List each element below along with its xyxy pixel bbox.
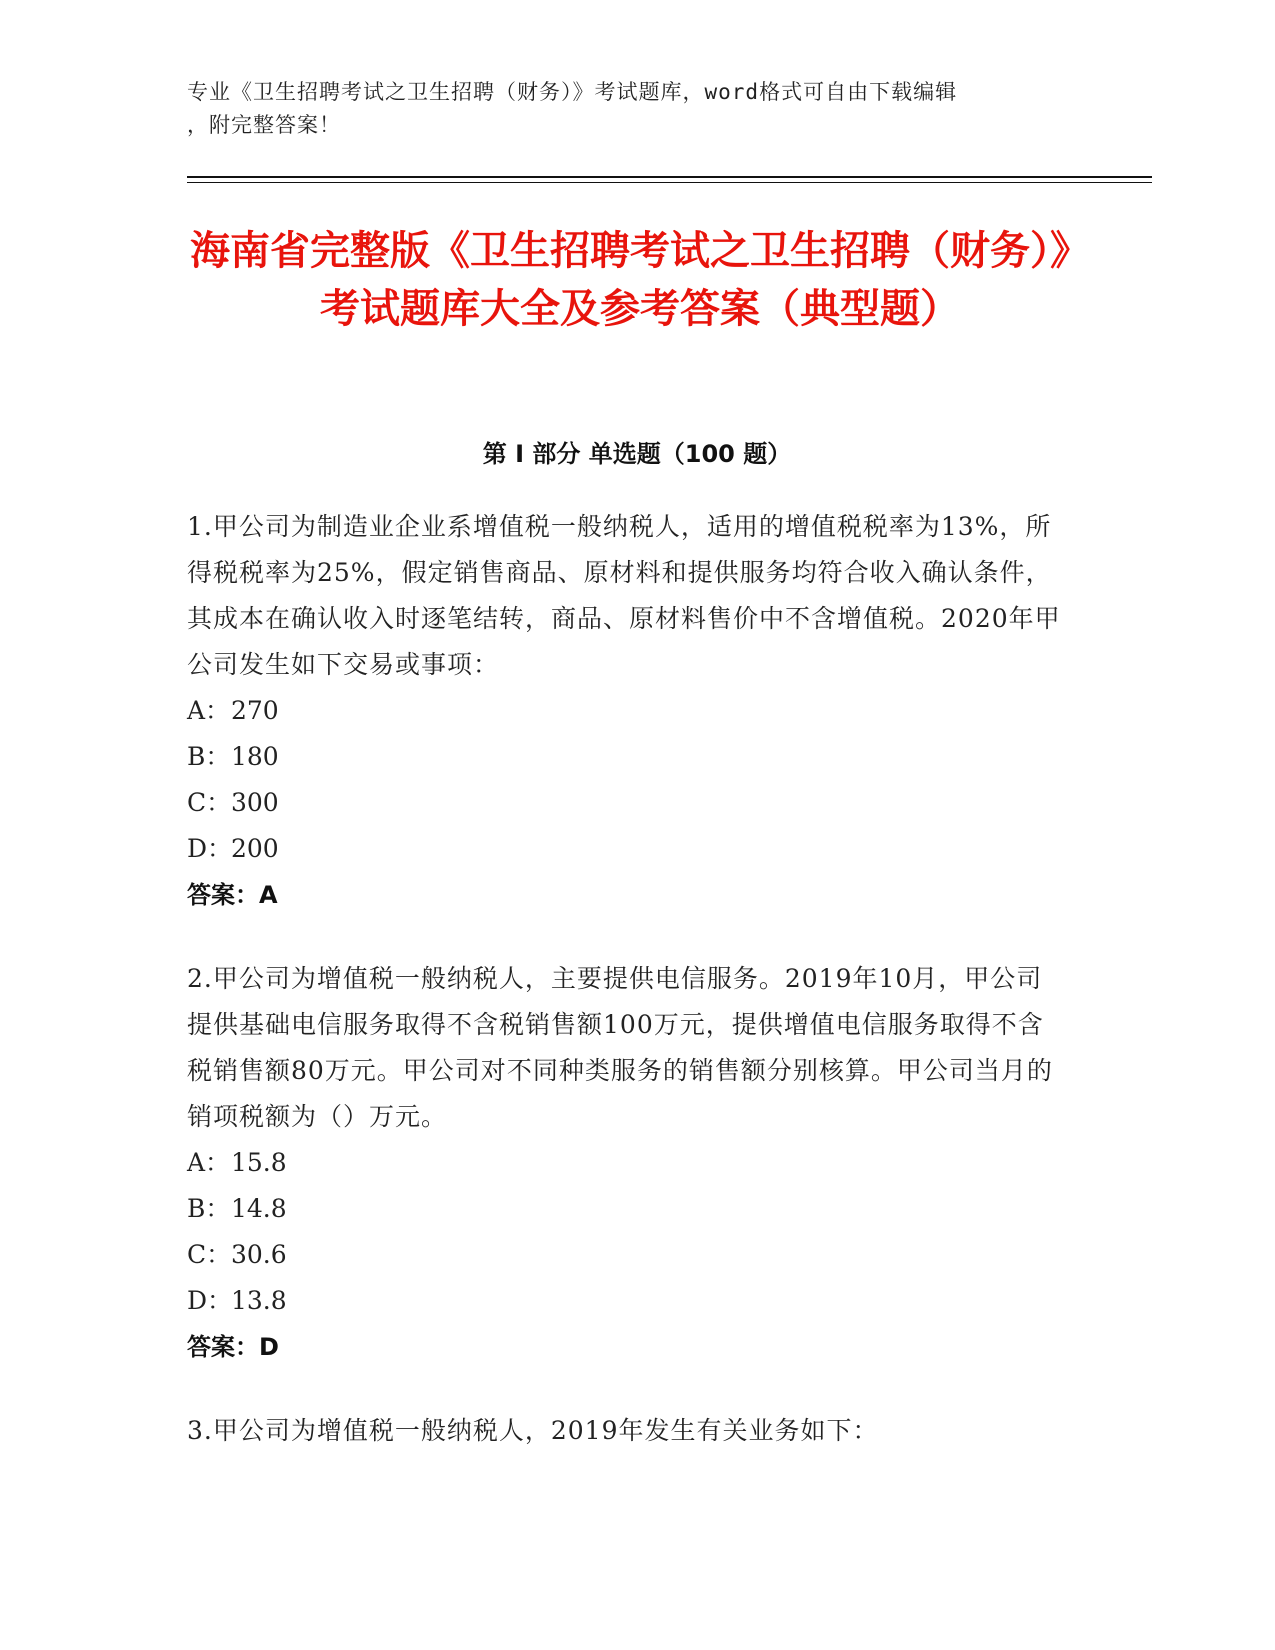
- question-3: [187, 1408, 1067, 1454]
- option-c: [187, 1232, 1067, 1278]
- option-text: 30.6: [231, 1240, 287, 1269]
- option-c: [187, 780, 1067, 826]
- question-1: [187, 504, 1067, 918]
- header-divider-thin: [187, 182, 1152, 183]
- question-stem: 2.甲公司为增值税一般纳税人，主要提供电信服务。2019年10月，甲公司提供基础电信服务取得不含税销售额100万元，提供增值电信服务取得不含税销售额80万元。甲公司对不同种类服务的销售额分别核算。甲公司当月的销项税额为（）万元。: [187, 964, 1053, 1131]
- option-key: B：: [187, 742, 231, 771]
- option-text: 13.8: [231, 1286, 287, 1315]
- option-d: [187, 826, 1067, 872]
- header-note-line2: ，附完整答案！: [187, 113, 341, 137]
- question-stem: 3.甲公司为增值税一般纳税人，2019年发生有关业务如下：: [187, 1416, 879, 1445]
- option-text: 14.8: [231, 1194, 287, 1223]
- answer-line: 答案：D: [187, 1333, 279, 1361]
- option-a: [187, 688, 1067, 734]
- header-note: [187, 76, 1087, 142]
- answer-line: 答案：A: [187, 881, 278, 909]
- option-key: C：: [187, 788, 232, 817]
- header-divider-thick: [187, 176, 1152, 178]
- option-text: 15.8: [231, 1148, 287, 1177]
- option-key: A：: [187, 1148, 231, 1177]
- option-key: C：: [187, 1240, 232, 1269]
- option-key: D：: [187, 1286, 233, 1315]
- question-stem: 1.甲公司为制造业企业系增值税一般纳税人，适用的增值税税率为13%，所得税税率为25%，假定销售商品、原材料和提供服务均符合收入确认条件，其成本在确认收入时逐笔结转，商品、原材料售价中不含增值税。2020年甲公司发生如下交易或事项：: [187, 512, 1061, 679]
- option-a: [187, 1140, 1067, 1186]
- option-key: B：: [187, 1194, 231, 1223]
- option-key: A：: [187, 696, 231, 725]
- option-d: [187, 1278, 1067, 1324]
- option-b: [187, 734, 1067, 780]
- document-title: 海南省完整版《卫生招聘考试之卫生招聘（财务）》考试题库大全及参考答案（典型题）: [190, 228, 1090, 332]
- option-text: 270: [231, 696, 279, 725]
- option-text: 200: [231, 834, 279, 863]
- option-text: 300: [231, 788, 279, 817]
- option-key: D：: [187, 834, 233, 863]
- header-note-line1: 专业《卫生招聘考试之卫生招聘（财务）》考试题库，word格式可自由下载编辑: [187, 80, 958, 104]
- section-heading: 第 I 部分 单选题（100 题）: [482, 440, 792, 468]
- option-text: 180: [231, 742, 279, 771]
- question-2: [187, 956, 1067, 1370]
- option-b: [187, 1186, 1067, 1232]
